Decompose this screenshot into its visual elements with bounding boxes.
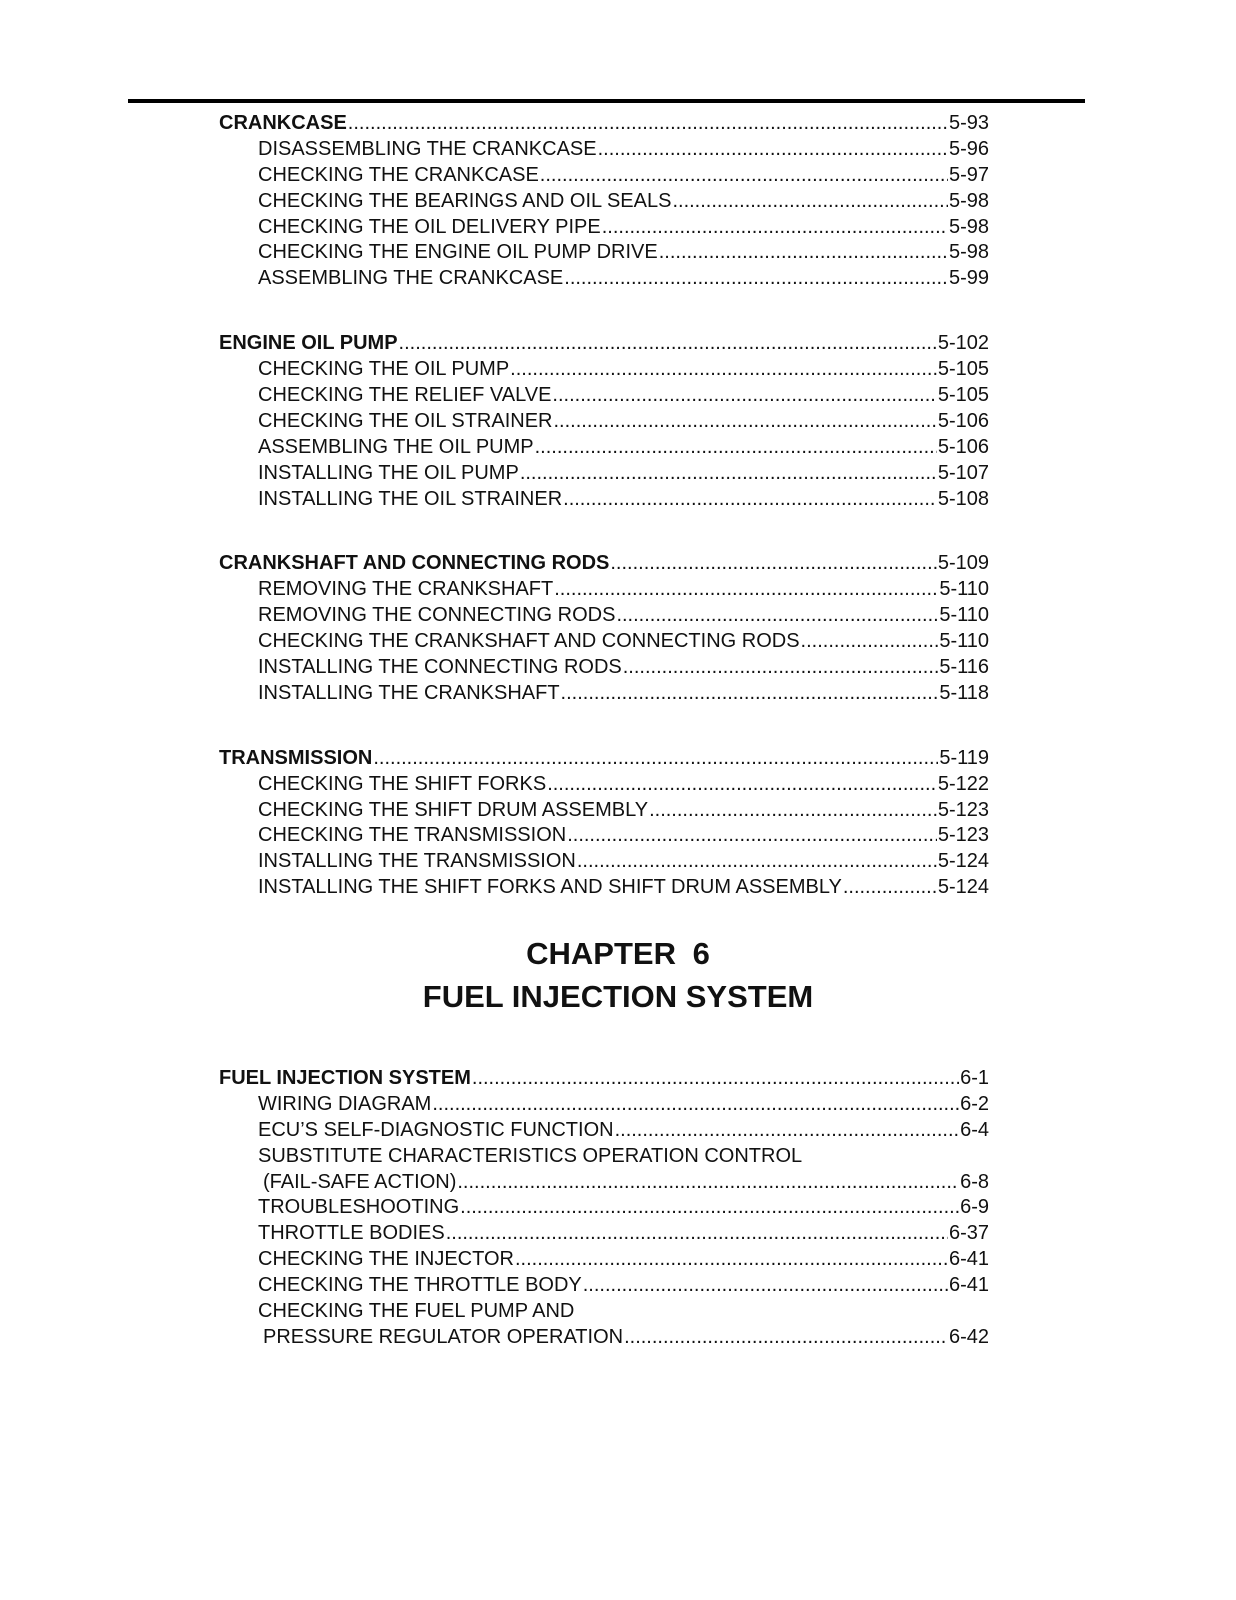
toc-page-number: 5-98 — [948, 215, 989, 238]
leader-dots — [659, 240, 948, 266]
toc-entry[interactable] — [219, 629, 989, 655]
toc-item-label: CHECKING THE CRANKCASE — [258, 163, 539, 186]
toc-item-label: CHECKING THE CRANKSHAFT AND CONNECTING RODS — [258, 630, 800, 653]
toc-entry[interactable] — [219, 383, 989, 409]
toc-entry[interactable] — [219, 655, 989, 681]
toc-page-number: 5-98 — [948, 189, 989, 212]
toc-item-label: PRESSURE REGULATOR OPERATION — [263, 1325, 624, 1348]
toc-entry[interactable] — [219, 357, 989, 383]
chapter-title-heading: FUEL INJECTION SYSTEM — [422, 979, 814, 1014]
toc-entry[interactable] — [219, 163, 989, 189]
toc-item-label: CHECKING THE RELIEF VALVE — [258, 384, 552, 407]
leader-dots — [547, 772, 937, 798]
toc-section-title: ENGINE OIL PUMP — [219, 332, 398, 355]
toc-item-label: SUBSTITUTE CHARACTERISTICS OPERATION CONTROL — [258, 1144, 803, 1167]
leader-dots — [649, 798, 937, 824]
toc-section-title: FUEL INJECTION SYSTEM — [219, 1067, 471, 1089]
toc-entry[interactable] — [219, 798, 989, 824]
toc-page-number: 5-110 — [939, 604, 989, 627]
toc-item-label: INSTALLING THE OIL STRAINER — [258, 487, 563, 510]
toc-item-label: ASSEMBLING THE OIL PUMP — [258, 435, 534, 458]
toc-item-label: CHECKING THE OIL DELIVERY PIPE — [258, 215, 601, 238]
chapter-number-heading: CHAPTER 6 — [526, 936, 710, 971]
toc-item-label: CHECKING THE SHIFT FORKS — [258, 772, 547, 795]
toc-entry[interactable] — [219, 215, 989, 241]
leader-dots — [563, 487, 937, 513]
leader-dots — [577, 849, 937, 875]
leader-dots — [535, 435, 937, 461]
leader-dots — [460, 1195, 959, 1221]
toc-entry[interactable] — [219, 487, 989, 513]
toc-page-number: 5-108 — [937, 487, 989, 510]
toc-chapter-6 — [219, 1066, 989, 1351]
toc-section-fuel-injection — [219, 1066, 989, 1351]
toc-item-label: INSTALLING THE CRANKSHAFT — [258, 681, 560, 704]
toc-item-label: CHECKING THE OIL PUMP — [258, 358, 510, 381]
leader-dots — [457, 1170, 959, 1196]
leader-dots — [624, 1325, 948, 1351]
leader-dots — [446, 1221, 948, 1247]
leader-dots — [567, 823, 937, 849]
leader-dots — [373, 746, 938, 772]
toc-page-number: 5-116 — [939, 656, 989, 679]
toc-page-number: 5-106 — [937, 435, 989, 458]
leader-dots — [554, 409, 937, 435]
leader-dots — [510, 357, 937, 383]
toc-entry-continuation[interactable] — [219, 1170, 989, 1196]
toc-item-label: (FAIL-SAFE ACTION) — [263, 1170, 457, 1193]
toc-page-number: 5-110 — [939, 578, 989, 601]
toc-chapter-5 — [219, 111, 989, 901]
leader-dots — [515, 1247, 948, 1273]
toc-entry[interactable] — [219, 577, 989, 603]
toc-entry[interactable] — [219, 1066, 989, 1092]
toc-page-number: 6-2 — [960, 1092, 989, 1115]
toc-section-crankcase — [219, 111, 989, 292]
toc-item-label: CHECKING THE THROTTLE BODY — [258, 1274, 582, 1297]
toc-item-label: CHECKING THE BEARINGS AND OIL SEALS — [258, 189, 672, 212]
toc-entry[interactable] — [219, 331, 989, 357]
toc-page-number: 5-119 — [939, 746, 989, 769]
toc-entry-continuation[interactable] — [219, 1325, 989, 1351]
toc-entry[interactable] — [219, 137, 989, 163]
toc-page-number: 6-4 — [960, 1118, 989, 1141]
toc-item-label: INSTALLING THE OIL PUMP — [258, 461, 519, 484]
top-rule — [128, 99, 1085, 103]
toc-page-number: 6-9 — [960, 1196, 989, 1219]
toc-item-label: CHECKING THE SHIFT DRUM ASSEMBLY — [258, 798, 649, 821]
toc-item-label: ECU’S SELF-DIAGNOSTIC FUNCTION — [258, 1118, 614, 1141]
leader-dots — [843, 875, 937, 901]
toc-item-label: THROTTLE BODIES — [258, 1222, 445, 1245]
toc-entry[interactable] — [219, 1299, 989, 1325]
toc-page-number: 5-102 — [937, 332, 989, 355]
toc-page-number: 5-107 — [937, 461, 989, 484]
toc-entry[interactable] — [219, 189, 989, 215]
leader-dots — [552, 383, 936, 409]
toc-entry[interactable] — [219, 875, 989, 901]
toc-page-number: 5-122 — [937, 772, 989, 795]
toc-entry[interactable] — [219, 111, 989, 137]
toc-entry[interactable] — [219, 240, 989, 266]
leader-dots — [564, 266, 948, 292]
toc-section-title: TRANSMISSION — [219, 746, 373, 769]
toc-item-label: TROUBLESHOOTING — [258, 1196, 460, 1219]
toc-entry[interactable] — [219, 746, 989, 772]
toc-page-number: 6-42 — [948, 1325, 989, 1348]
toc-item-label: CHECKING THE ENGINE OIL PUMP DRIVE — [258, 241, 658, 264]
toc-item-label: WIRING DIAGRAM — [258, 1092, 432, 1115]
toc-item-label: INSTALLING THE CONNECTING RODS — [258, 656, 622, 679]
toc-entry[interactable] — [219, 1144, 989, 1170]
toc-item-label: REMOVING THE CRANKSHAFT — [258, 578, 554, 601]
leader-dots — [554, 577, 938, 603]
toc-entry[interactable] — [219, 1273, 989, 1299]
toc-entry[interactable] — [219, 1195, 989, 1221]
toc-item-label: CHECKING THE INJECTOR — [258, 1248, 514, 1271]
toc-section-engine-oil-pump — [219, 331, 989, 512]
toc-entry[interactable] — [219, 603, 989, 629]
toc-page-number: 5-109 — [937, 552, 989, 575]
leader-dots — [520, 461, 937, 487]
toc-section-title: CRANKSHAFT AND CONNECTING RODS — [219, 552, 610, 575]
toc-item-label: CHECKING THE OIL STRAINER — [258, 409, 553, 432]
toc-entry[interactable] — [219, 1247, 989, 1273]
toc-entry[interactable] — [219, 1221, 989, 1247]
toc-page-number: 5-110 — [939, 630, 989, 653]
toc-section-crankshaft — [219, 551, 989, 706]
toc-entry[interactable] — [219, 849, 989, 875]
toc-page-number: 5-123 — [937, 824, 989, 847]
leader-dots — [472, 1066, 959, 1092]
toc-page-number: 5-124 — [937, 850, 989, 873]
toc-page-number: 6-41 — [948, 1248, 989, 1271]
leader-dots — [583, 1273, 948, 1299]
toc-page-number: 5-118 — [939, 681, 989, 704]
toc-page-number: 6-41 — [948, 1274, 989, 1297]
toc-page-number: 5-105 — [937, 358, 989, 381]
leader-dots — [540, 163, 948, 189]
toc-entry[interactable] — [219, 409, 989, 435]
toc-entry[interactable] — [219, 823, 989, 849]
leader-dots — [348, 111, 948, 137]
toc-item-label: INSTALLING THE TRANSMISSION — [258, 850, 576, 873]
toc-page-number: 5-105 — [937, 384, 989, 407]
toc-page-number: 5-96 — [948, 137, 989, 160]
leader-dots — [623, 655, 939, 681]
toc-entry[interactable] — [219, 681, 989, 707]
leader-dots — [602, 215, 948, 241]
toc-item-label: DISASSEMBLING THE CRANKCASE — [258, 137, 597, 160]
toc-page-number: 6-37 — [948, 1222, 989, 1245]
leader-dots — [615, 1118, 960, 1144]
leader-dots — [432, 1092, 959, 1118]
toc-entry[interactable] — [219, 1092, 989, 1118]
toc-page-number: 5-123 — [937, 798, 989, 821]
toc-page-number: 6-1 — [960, 1067, 989, 1089]
toc-item-label: ASSEMBLING THE CRANKCASE — [258, 267, 564, 290]
toc-item-label: CHECKING THE TRANSMISSION — [258, 824, 567, 847]
toc-page-number: 6-8 — [960, 1170, 989, 1193]
toc-page-number: 5-98 — [948, 241, 989, 264]
toc-item-label: CHECKING THE FUEL PUMP AND — [258, 1300, 575, 1323]
toc-entry[interactable] — [219, 435, 989, 461]
toc-item-label: REMOVING THE CONNECTING RODS — [258, 604, 616, 627]
toc-entry[interactable] — [219, 266, 989, 292]
toc-entry[interactable] — [219, 1118, 989, 1144]
toc-section-title: CRANKCASE — [219, 112, 347, 134]
leader-dots — [561, 681, 939, 707]
toc-item-label: INSTALLING THE SHIFT FORKS AND SHIFT DRUM ASSEMBLY — [258, 876, 842, 899]
leader-dots — [616, 603, 938, 629]
leader-dots — [801, 629, 939, 655]
toc-section-transmission — [219, 746, 989, 901]
leader-dots — [672, 189, 948, 215]
leader-dots — [399, 331, 937, 357]
toc-page-number: 5-106 — [937, 409, 989, 432]
toc-page-number: 5-93 — [948, 112, 989, 134]
toc-page-number: 5-124 — [937, 876, 989, 899]
toc-entry[interactable] — [219, 551, 989, 577]
leader-dots — [598, 137, 948, 163]
toc-page-number: 5-99 — [948, 267, 989, 290]
leader-dots — [610, 551, 936, 577]
toc-entry[interactable] — [219, 461, 989, 487]
toc-page-number: 5-97 — [948, 163, 989, 186]
toc-entry[interactable] — [219, 772, 989, 798]
